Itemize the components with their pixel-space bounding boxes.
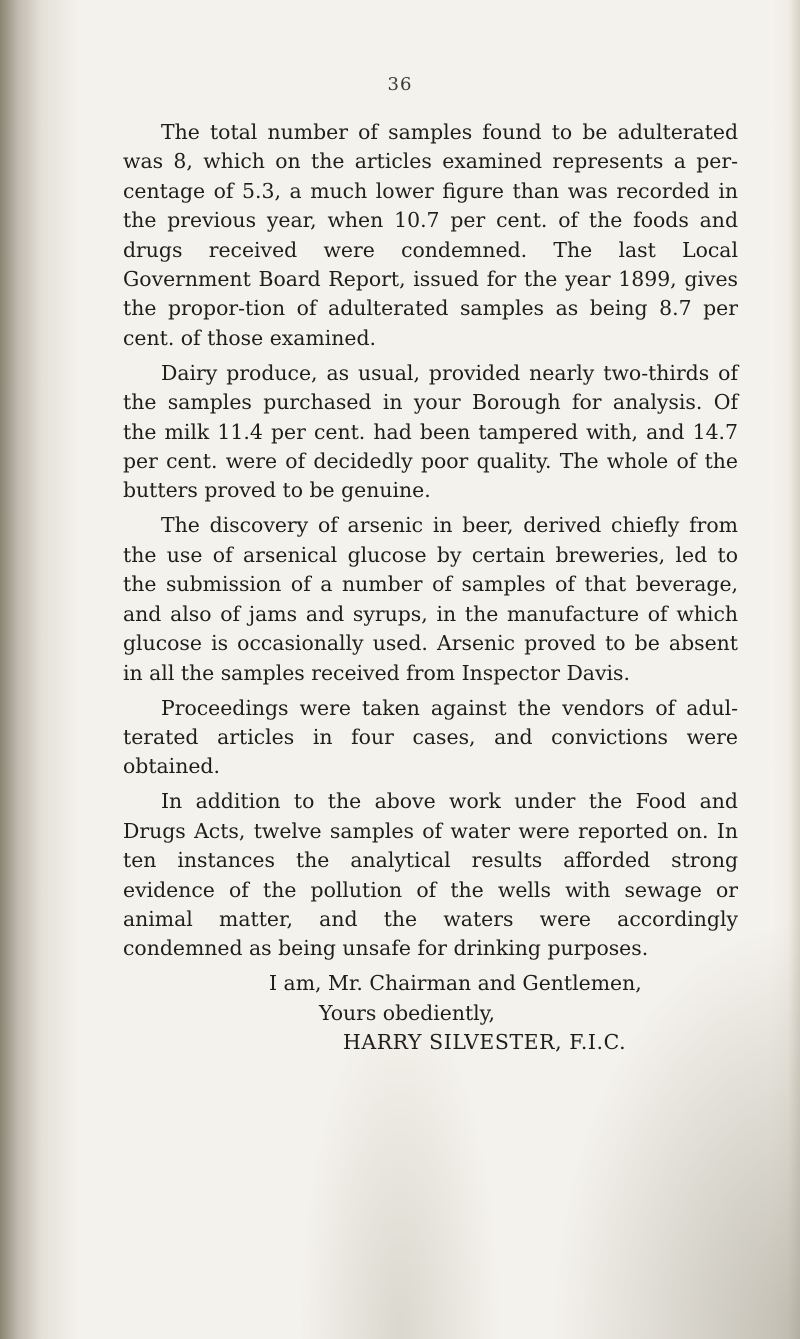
page-number: 36 bbox=[387, 74, 413, 95]
report-body bbox=[123, 118, 738, 1058]
paragraph-arsenic-in-beer: The discovery of arsenic in beer, derived chiefly from the use of arsenical glucose by certain breweries, led to the submission of a number of samples of that beverage, and also of jams and syrups, in the manufacture of which glucose is occasionally used. Arsenic proved to be absent in all the samples received from Inspector Davis. bbox=[123, 513, 738, 685]
paragraph-proceedings: Proceedings were taken against the vendors of adul-terated articles in four cases, and convictions were obtained. bbox=[123, 695, 738, 779]
letter-closing bbox=[123, 969, 738, 1057]
signature: HARRY SILVESTER, F.I.C. bbox=[343, 1030, 627, 1055]
closing-salutation: I am, Mr. Chairman and Gentlemen, bbox=[269, 971, 642, 996]
closing-valediction: Yours obediently, bbox=[319, 1000, 495, 1025]
paragraph-water-samples: In addition to the above work under the Food and Drugs Acts, twelve samples of water were reported on. In ten instances the analytical results afforded strong evidence of the pollution of the wells with sewage or animal matter, and the waters were accordingly condemned as being unsafe for drinking purposes. bbox=[123, 789, 738, 961]
paragraph-dairy-produce: Dairy produce, as usual, provided nearly two-thirds of the samples purchased in your Borough for analysis. Of the milk 11.4 per cent. had been tampered with, and 14.7 per cent. were of decidedly poor quality. The whole of the butters proved to be genuine. bbox=[123, 360, 738, 503]
paragraph-adulterated-samples: The total number of samples found to be adulterated was 8, which on the articles examined represents a per-centage of 5.3, a much lower figure than was recorded in the previous year, when 10.7 per cent. of the foods and drugs received were condemned. The last Local Government Board Report, issued for the year 1899, gives the propor-tion of adulterated samples as being 8.7 per cent. of those examined. bbox=[123, 120, 738, 350]
